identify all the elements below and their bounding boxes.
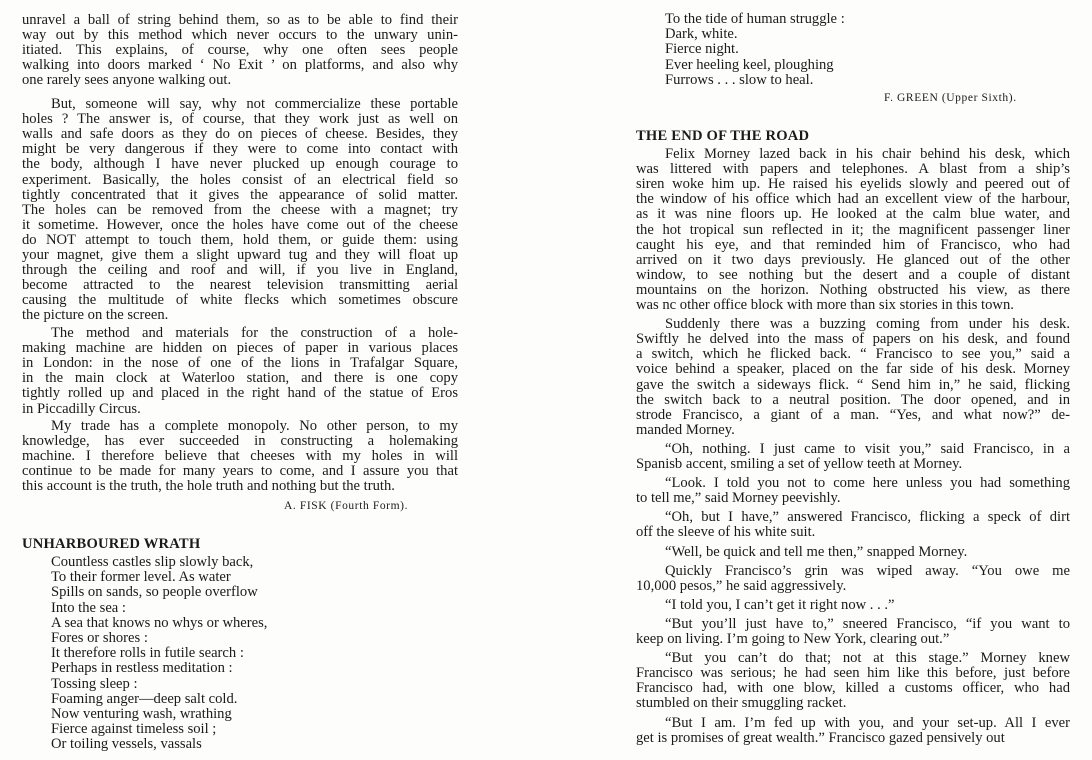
paragraph-line: manded Morney.	[636, 421, 735, 438]
paragraph-line: My trade has a complete monopoly. No other person, to my	[51, 418, 458, 434]
paragraph-line: Francisco had, with one blow, killed a customs officer, who had	[636, 680, 1070, 697]
paragraph-line: might be very dangerous if they were to come into contact with	[22, 141, 458, 158]
paragraph-line: way out by this method which never occurs to the unwary unin-	[22, 27, 458, 44]
paragraph-line: was littered with papers and telephones. A blast from a ship’s	[636, 161, 1070, 178]
paragraph-line: causing the multitude of white flecks which sometimes obscure	[22, 292, 458, 309]
paragraph-line: keep on living. I’m going to New York, clearing out.”	[636, 631, 950, 647]
paragraph-line: experiment. Basically, the holes consist of an electrical field so	[22, 171, 458, 188]
poem-line: To the tide of human struggle :	[665, 11, 845, 27]
paragraph-line: your magnet, give them a slight upward tug and they will float up	[22, 247, 458, 263]
poem-line: Now venturing wash, wrathing	[51, 706, 232, 722]
poem-line: A sea that knows no whys or wheres,	[51, 614, 268, 631]
paragraph-line: “But I am. I’m fed up with you, and your set-up. All I ever	[665, 714, 1070, 731]
paragraph-line: continue to be made for many years to come, and I assure you that	[22, 463, 458, 480]
paragraph-line: a switch, which he flicked back. “ Francisco to see you,” said a	[636, 346, 1070, 363]
paragraph-line: arrived on it two days previously. He glanced out of the other	[636, 251, 1070, 268]
paragraph-line: unravel a ball of string behind them, so as to be able to find their	[22, 12, 458, 28]
paragraph-line: get is promises of great wealth.” Francisco gazed pensively out	[636, 729, 1005, 746]
paragraph-line: Swiftly he delved into the mass of papers on his desk, and found	[636, 331, 1070, 348]
paragraph-line: become attracted to the nearest television transmitting aerial	[22, 277, 458, 294]
paragraph-line: tightly concentrated that it gives the appearance of solid matter.	[22, 186, 458, 203]
paragraph-line: in Piccadilly Circus.	[22, 400, 141, 417]
paragraph-line: gave the switch a sideways flick. “ Send him in,” he said, flicking	[636, 376, 1070, 393]
paragraph-line: the window of his office which had an excellent view of the harbour,	[636, 191, 1070, 208]
poem-line: Tossing sleep :	[51, 675, 138, 692]
paragraph-line: “Look. I told you not to come here unless you had something	[665, 475, 1070, 492]
poem-line: Spills on sands, so people overflow	[51, 584, 258, 601]
paragraph-line: Francisco was serious; he had seen him like this before, just before	[636, 665, 1070, 682]
paragraph-line: The holes can be removed from the cheese with a magnet; try	[22, 201, 458, 218]
paragraph-line: “I told you, I can’t get it right now . . .”	[665, 596, 895, 613]
paragraph-line: tightly rolled up and placed in the right hand of the statue of Eros	[22, 385, 458, 402]
paragraph-line: the picture on the screen.	[22, 307, 169, 324]
paragraph-line: “But you can’t do that; not at this stage.” Morney knew	[665, 650, 1070, 667]
poem-line: It therefore rolls in futile search :	[51, 645, 244, 662]
paragraph-line: “Oh, nothing. I just came to visit you,” said Francisco, in a	[665, 440, 1070, 457]
paragraph-line: Quickly Francisco’s grin was wiped away. “You owe me	[665, 562, 1070, 579]
paragraph-line: machine. I therefore believe that cheeses with my holes in will	[22, 448, 458, 465]
poem-line: Fores or shores :	[51, 630, 148, 646]
author-signature: F. GREEN (Upper Sixth).	[884, 92, 1017, 104]
paragraph-line: Spanisb accent, smiling a set of yellow teeth at Morney.	[636, 456, 963, 472]
paragraph-line: window, to see nothing but the desert and a couple of distant	[636, 266, 1070, 283]
paragraph-line: But, someone will say, why not commercialize these portable	[51, 96, 458, 112]
poem-line: Ever heeling keel, ploughing	[665, 56, 834, 73]
paragraph-line: the body, although I have never plucked up enough courage to	[22, 156, 458, 173]
paragraph-line: walking into doors marked ‘ No Exit ’ on platforms, and also why	[22, 57, 458, 74]
paragraph-line: siren woke him up. He raised his eyelids slowly and peered out of	[636, 176, 1070, 193]
poem-line: Furrows . . . slow to heal.	[665, 71, 814, 88]
paragraph-line: making machine are hidden on pieces of paper in various places	[22, 340, 458, 357]
paragraph-line: knowledge, has ever succeeded in constructing a holemaking	[22, 433, 458, 450]
paragraph-line: as it was nine floors up. He looked at the calm blue water, and	[636, 206, 1070, 223]
paragraph-line: caught his eye, and that reminded him of Francisco, who had	[636, 236, 1070, 253]
story-title: THE END OF THE ROAD	[636, 128, 810, 144]
paragraph-line: one rarely sees anyone walking out.	[22, 72, 232, 89]
paragraph-line: “Oh, but I have,” answered Francisco, flicking a speck of dirt	[665, 509, 1070, 526]
paragraph-line: the switch back to a neutral position. The door opened, and in	[636, 391, 1070, 408]
paragraph-line: Felix Morney lazed back in his chair behind his desk, which	[665, 146, 1070, 162]
paragraph-line: “But you’ll just have to,” sneered Francisco, “if you want to	[665, 615, 1070, 632]
paragraph-line: in London: in the nose of one of the lions in Trafalgar Square,	[22, 355, 458, 372]
paragraph-line: do NOT attempt to touch them, hold them, or guide them: using	[22, 231, 458, 248]
paragraph-line: to tell me,” said Morney peevishly.	[636, 490, 841, 507]
poem-line: Dark, white.	[665, 26, 738, 43]
poem-line: Countless castles slip slowly back,	[51, 554, 254, 570]
poem-title: UNHARBOURED WRATH	[22, 536, 201, 552]
paragraph-line: through the ceiling and roof and will, if you live in England,	[22, 262, 458, 279]
paragraph-line: itiated. This explains, of course, why one often sees people	[22, 42, 458, 59]
paragraph-line: in the main clock at Waterloo station, and there is one copy	[22, 370, 458, 387]
poem-line: Fierce against timeless soil ;	[51, 721, 217, 738]
paragraph-line: holes ? The answer is, of course, that they work just as well on	[22, 111, 458, 128]
paragraph-line: mountains on the horizon. Nothing obstructed his view, as there	[636, 281, 1070, 298]
poem-line: Perhaps in restless meditation :	[51, 660, 233, 677]
paragraph-line: this account is the truth, the hole truth and nothing but the truth.	[22, 478, 395, 495]
poem-line: Foaming anger—deep salt cold.	[51, 690, 238, 707]
author-signature: A. FISK (Fourth Form).	[284, 500, 409, 512]
paragraph-line: walls and safe doors as they do on pieces of cheese. Besides, they	[22, 126, 458, 143]
paragraph-line: was nc other office block with more than six stories in this town.	[636, 297, 1014, 313]
paragraph-line: 10,000 pesos,” he said aggressively.	[636, 577, 847, 594]
paragraph-line: The method and materials for the construction of a hole-	[51, 325, 458, 341]
paragraph-line: voice behind a speaker, placed on the far side of his desk. Morney	[636, 361, 1070, 378]
poem-line: To their former level. As water	[51, 569, 231, 586]
paragraph-line: off the sleeve of his white suit.	[636, 524, 816, 541]
paragraph-line: strode Francisco, a giant of a man. “Yes, and what now?” de-	[636, 406, 1070, 423]
paragraph-line: it sometime. However, once the holes have come out of the cheese	[22, 216, 458, 233]
paragraph-line: “Well, be quick and tell me then,” snapped Morney.	[665, 543, 968, 560]
poem-line: Into the sea :	[51, 599, 126, 616]
paragraph-line: stumbled on their smuggling racket.	[636, 695, 847, 712]
poem-line: Fierce night.	[665, 41, 739, 58]
paragraph-line: the hot tropical sun reflected in it; the magnificent passenger liner	[636, 221, 1070, 238]
paragraph-line: Suddenly there was a buzzing coming from under his desk.	[665, 316, 1070, 333]
poem-line: Or toiling vessels, vassals	[51, 736, 202, 753]
